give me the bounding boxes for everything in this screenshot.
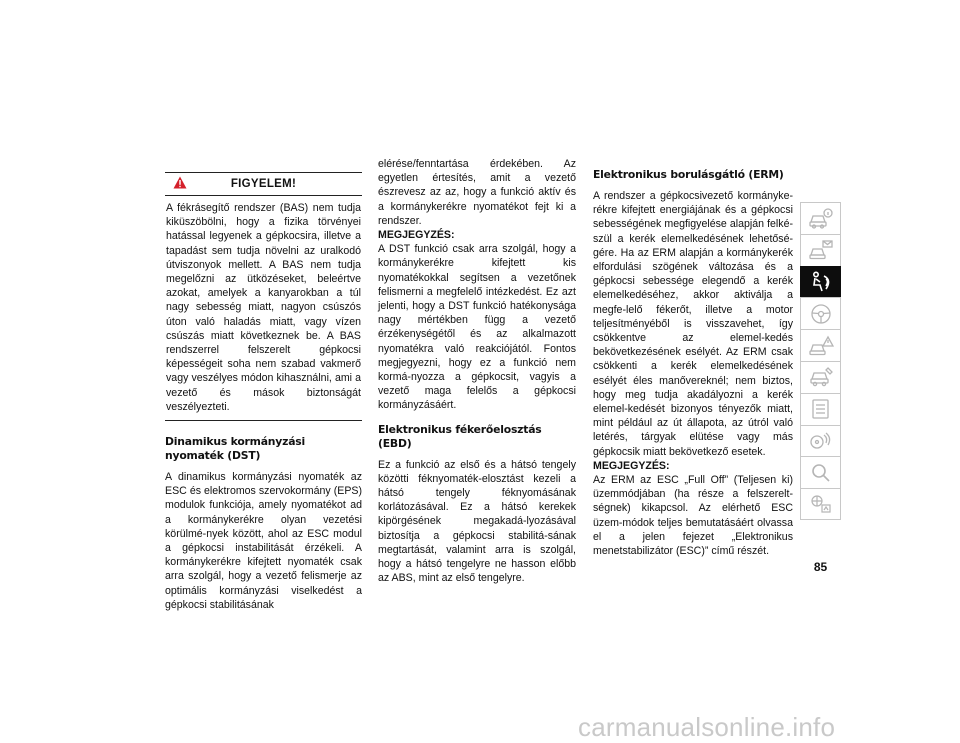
search-icon [808,461,834,485]
erm-note-text: Az ERM az ESC „Full Off” (Teljesen ki) üzemmódjában (ha része a felszerelt-ségnek) kikapcsol. Az elérhető ESC üzem-módok teljes bemutatásáért olvassa el a jelen fejezet „Elektronikus menetstabilizátor (ESC)” című részét. [593,474,793,558]
media-icon [808,429,834,453]
tab-language[interactable] [800,488,841,520]
column-right [593,168,793,558]
watermark: carmanualsonline.info [578,712,836,742]
warning-title: FIGYELEM! [230,178,297,190]
erm-heading: Elektronikus borulásgátló (ERM) [593,168,784,181]
erm-note-title: MEGJEGYZÉS: [593,459,670,472]
spec-list-icon [808,397,834,421]
language-icon [808,492,834,516]
page-number: 85 [813,560,828,574]
dst-note-title: MEGJEGYZÉS: [378,229,455,242]
chapter-tabs [800,202,841,520]
tab-steering-wheel[interactable] [800,297,841,329]
car-warning-icon [808,334,834,358]
tab-car-warning[interactable] [800,329,841,361]
airbag-seat-icon [808,270,834,294]
steering-wheel-icon [808,302,834,326]
ebd-paragraph: Ez a funkció az első és a hátsó tengely közötti féknyomaték-elosztást kezeli a hátsó tengely féknyomásának korlátozásával. Ez a hátsó kerekek kipörgésének megakadá-lyozásával biztosítja a gépkocsi stabilitá-sának megtartását, valamint arra is szolgál, hogy a hátsó tengelyre ne hasson előbb az ABS, mint az első tengelyre. [378,458,576,585]
dst-heading: Dinamikus kormányzási nyomaték (DST) [165,435,306,463]
tab-car-info[interactable] [800,202,841,234]
dst-paragraph-continued: elérése/fenntartása érdekében. Az egyetlen értesítés, amit a vezető észrevesz az az, hogy a funkció aktív és a kormánykerékre nyomatékot fejt ki a rendszer. [378,158,576,227]
car-service-icon [808,365,834,389]
tab-media[interactable] [800,425,841,457]
erm-paragraph: A rendszer a gépkocsivezető kormányke-rékre kifejtett energiájának és a gépkocsi sebességének megfigyelése alapján felké-szül a kerék elemelkedésének lehetősé-gére. Ha az ERM alapján a kormánykerék elfordulási szögének változása és a gépkocsi sebessége elegendő a kerék elemelkedéséhez, akkor aktiválja a megfe-lelő fékerőt, illetve a motor teljesítményéből is visszavehet, így csökkentve az elemel-kedés bekövetkezésének esélyét. Az ERM csak csökkenti a kerék elemelkedésének esélyét éles manővereknél; nem biztos, hogy meg tudja akadályozni a kerék elemel-kedését bizonyos tényezők miatt, mint például az út állapota, az útról való letérés, tárgyak elütése vagy más gépkocsik miatt bekövetkező esetek. [593,190,793,458]
dst-paragraph: A dinamikus kormányzási nyomaték az ESC és elektromos szervokormány (EPS) modulok funkciója, amely nyomatékot ad a kormánykerékre olyan vezetési körülmé-nyek között, ahol az ESC modul a gépkocsi instabilitását érzékeli. A kormánykerékre kifejtett nyomaték csak arra szolgál, hogy a vezető felismerje az optimális kormányzási viselkedést a gépkocsi stabilitásának [165,471,362,611]
warning-text: A fékrásegítő rendszer (BAS) nem tudja kiküszöbölni, hogy a fizika törvényei hatással legyenek a gépkocsira, illetve a tapadást sem tudja növelni az uralkodó útviszonyok mellett. A BAS nem tudja megelőzni az ütközéseket, beleértve azokat, amelyek a kanyarokban a túl nagy sebesség miatt, nagyon csúszós úton való haladás miatt, vagy vízen csúszás miatt következnek be. A BAS rendszerrel felszerelt gépkocsi képességeit soha nem szabad vakmerő vagy veszélyes módon kihasználni, ami a vezető és mások biztonságát veszélyezteti. [166,202,361,413]
dst-note-text: A DST funkció csak arra szolgál, hogy a kormánykerékre kifejtett kis nyomatékokkal segítsen a vezetőnek felismerni a megfelelő intézkedést. Ez azt jelenti, hogy a DST funkció hatékonysága nagy mértékben függ a vezető érzékenységétől és az alkalmazott nyomatékra való reakciójától. Fontos megjegyezni, hogy ez a funkció nem kormá-nyozza a gépkocsit, vagyis a vezető maga felelős a gépkocsi kormányzásáért. [378,243,576,412]
warning-triangle-icon [173,176,187,189]
column-middle [378,157,576,585]
warning-header [165,173,362,196]
tab-spec-list[interactable] [800,393,841,425]
car-mail-icon [808,238,834,262]
warning-box [165,172,362,421]
column-left [165,172,362,612]
tab-search[interactable] [800,456,841,488]
tab-car-service[interactable] [800,361,841,393]
tab-airbag-seat[interactable] [800,266,841,298]
tab-car-mail[interactable] [800,234,841,266]
car-info-icon [808,206,834,230]
ebd-heading: Elektronikus fékerőelosztás (EBD) [378,422,542,450]
